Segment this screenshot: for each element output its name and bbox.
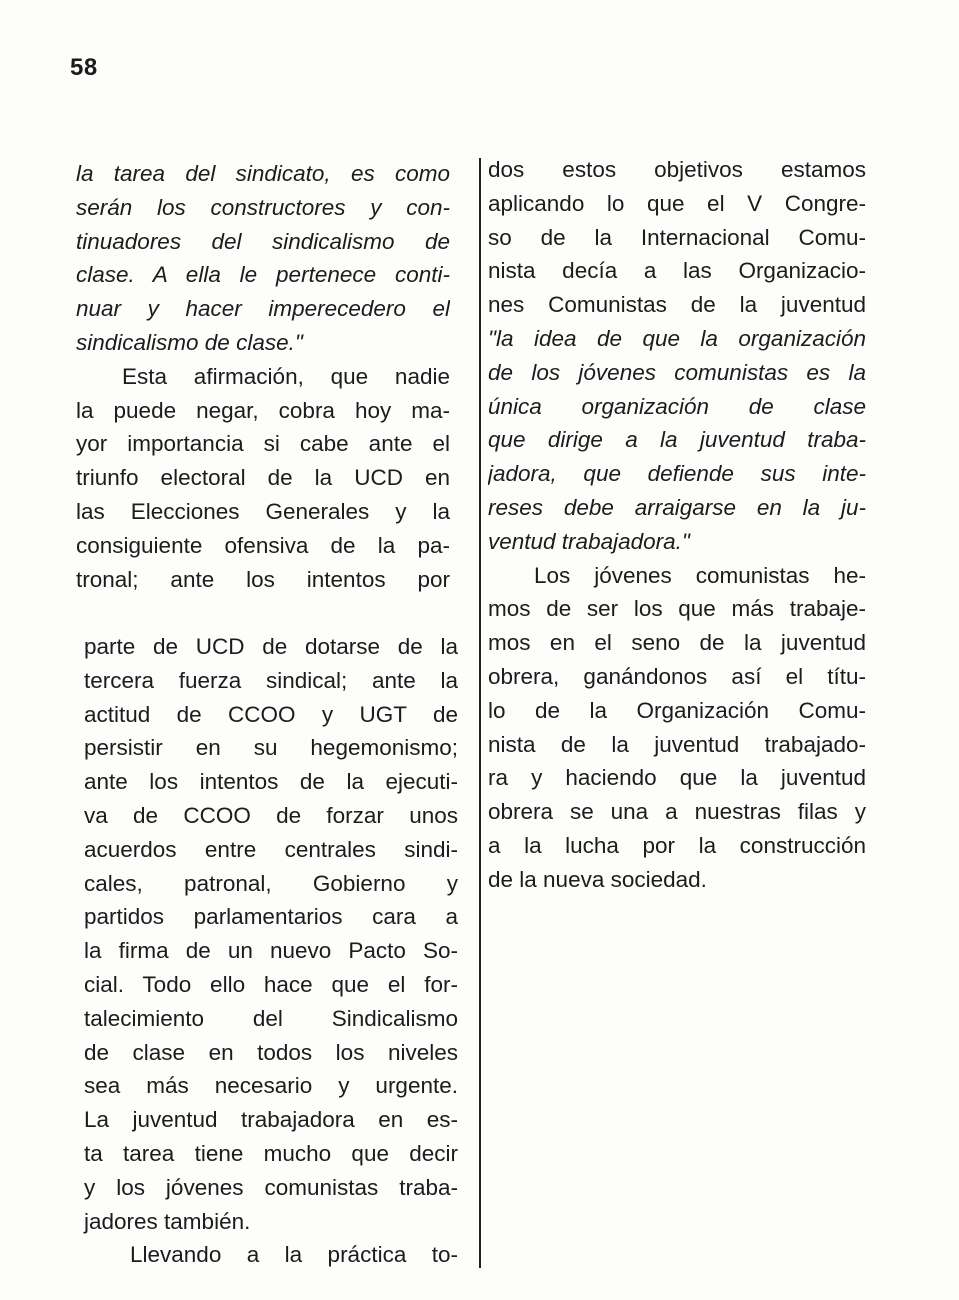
- text-line: sindicalismo de clase.": [76, 329, 303, 355]
- text-line: "la idea de que la organización: [488, 325, 866, 351]
- text-line: a la lucha por la construcción: [488, 832, 866, 858]
- text-line: mos de ser los que más trabaje-: [488, 596, 866, 622]
- text-line: aplicando lo que el V Congre-: [488, 190, 866, 216]
- text-line: yor importancia si cabe ante el: [76, 431, 450, 457]
- text-line: reses debe arraigarse en la ju-: [488, 494, 866, 520]
- paragraph-start-line: Llevando a la práctica to-: [130, 1242, 458, 1268]
- text-line: mos en el seno de la juventud: [488, 630, 866, 656]
- text-line: nista de la juventud trabajado-: [488, 731, 866, 757]
- text-line: triunfo electoral de la UCD en: [76, 465, 450, 491]
- text-line: jadora, que defiende sus inte-: [488, 461, 866, 487]
- right-column: [488, 153, 866, 897]
- text-line: actitud de CCOO y UGT de: [84, 701, 458, 727]
- text-line: de clase en todos los niveles: [84, 1039, 458, 1065]
- text-line: la firma de un nuevo Pacto So-: [84, 938, 458, 964]
- text-line: tercera fuerza sindical; ante la: [84, 667, 458, 693]
- left-column-bottom: [84, 630, 458, 1272]
- text-line: la tarea del sindicato, es como: [76, 161, 450, 186]
- text-line: clase. A ella le pertenece conti-: [76, 262, 450, 288]
- text-line: ta tarea tiene mucho que decir: [84, 1140, 458, 1166]
- paragraph-start-line: Los jóvenes comunistas he-: [534, 562, 866, 588]
- page-number: 58: [70, 54, 98, 81]
- text-line: lo de la Organización Comu-: [488, 697, 866, 723]
- text-line: tinuadores del sindicalismo de: [76, 228, 450, 254]
- text-line: de la nueva sociedad.: [488, 866, 707, 892]
- column-divider: [479, 158, 481, 1268]
- text-line: consiguiente ofensiva de la pa-: [76, 532, 450, 558]
- paragraph-start-line: Esta afirmación, que nadie: [122, 363, 450, 389]
- text-line: nes Comunistas de la juventud: [488, 292, 866, 318]
- text-line: partidos parlamentarios cara a: [84, 904, 458, 930]
- text-line: y los jóvenes comunistas traba-: [84, 1174, 458, 1200]
- text-line: persistir en su hegemonismo;: [84, 735, 458, 761]
- text-line: sea más necesario y urgente.: [84, 1073, 458, 1099]
- text-line: ventud trabajadora.": [488, 528, 690, 554]
- text-line: cales, patronal, Gobierno y: [84, 870, 458, 896]
- text-line: nista decía a las Organizacio-: [488, 258, 866, 284]
- text-line: las Elecciones Generales y la: [76, 498, 450, 524]
- text-line: cial. Todo ello hace que el for-: [84, 971, 458, 997]
- text-line: obrera se una a nuestras filas y: [488, 799, 866, 825]
- left-column-top: [76, 157, 450, 596]
- text-line: talecimiento del Sindicalismo: [84, 1005, 458, 1031]
- text-line: va de CCOO de forzar unos: [84, 802, 458, 828]
- text-line: de los jóvenes comunistas es la: [488, 359, 866, 385]
- text-line: La juventud trabajadora en es-: [84, 1107, 458, 1133]
- text-line: nuar y hacer imperecedero el: [76, 296, 450, 322]
- text-line: única organización de clase: [488, 393, 866, 419]
- text-line: la puede negar, cobra hoy ma-: [76, 397, 450, 423]
- text-line: tronal; ante los intentos por: [76, 566, 450, 592]
- text-line: jadores también.: [84, 1208, 251, 1234]
- text-line: que dirige a la juventud traba-: [488, 427, 866, 453]
- text-line: ra y haciendo que la juventud: [488, 765, 866, 791]
- text-line: dos estos objetivos estamos: [488, 157, 866, 182]
- text-line: obrera, ganándonos así el títu-: [488, 663, 866, 689]
- text-line: parte de UCD de dotarse de la: [84, 634, 458, 659]
- text-line: acuerdos entre centrales sindi-: [84, 836, 458, 862]
- text-line: serán los constructores y con-: [76, 194, 450, 220]
- text-line: ante los intentos de la ejecuti-: [84, 769, 458, 795]
- text-line: so de la Internacional Comu-: [488, 224, 866, 250]
